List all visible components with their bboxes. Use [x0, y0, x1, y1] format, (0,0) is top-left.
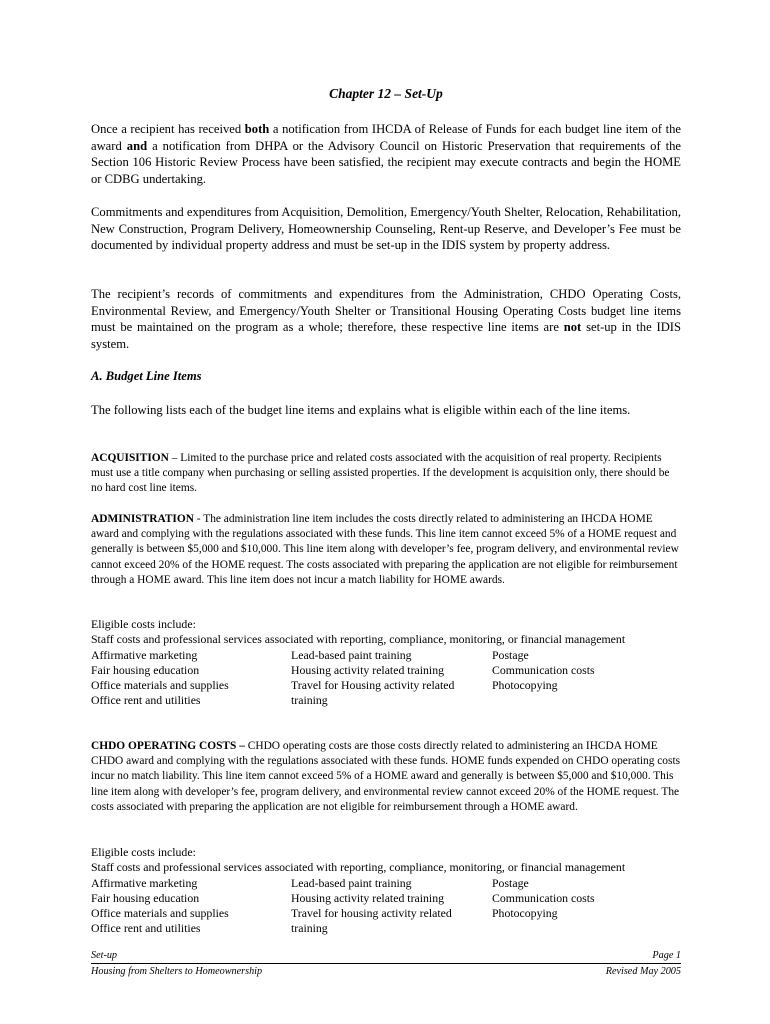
intro-text: Once a recipient has received — [91, 122, 245, 136]
intro-text: a notification from IHCDA of Release of Funds for each budget line item of the award — [91, 122, 681, 153]
eligible-costs-subheader: Staff costs and professional services associated with reporting, compliance, monitoring, or financial management — [91, 860, 626, 875]
cost-item: Travel for housing activity related — [291, 906, 452, 921]
costs-row — [91, 678, 691, 693]
cost-item: Postage — [492, 647, 529, 662]
page-title: Chapter 12 – Set-Up — [329, 86, 443, 101]
cost-item: Affirmative marketing — [91, 875, 198, 890]
cost-item: Office rent and utilities — [91, 693, 201, 708]
cost-item: Fair housing education — [91, 890, 200, 905]
eligible-costs-subheader: Staff costs and professional services associated with reporting, compliance, monitoring, or financial management — [91, 632, 626, 647]
chdo-operating-costs-paragraph — [91, 739, 681, 815]
administration-paragraph — [91, 512, 681, 588]
records-bold-not: not — [563, 320, 582, 335]
cost-item: Travel for Housing activity related — [291, 678, 455, 693]
eligible-costs-header: Eligible costs include: — [91, 845, 196, 859]
cost-item: Lead-based paint training — [291, 875, 412, 890]
footer-revision-date: Revised May 2005 — [605, 966, 681, 977]
acquisition-text: – Limited to the purchase price and related costs associated with the acquisition of real property. Recipients must use a title company when purchasing or selling assisted properties. If the development is acquisition only, there should be no hard cost line items. — [91, 452, 670, 495]
costs-row — [91, 891, 691, 906]
cost-item: Affirmative marketing — [91, 647, 198, 662]
costs-row — [91, 663, 691, 678]
administration-label: ADMINISTRATION — [91, 513, 194, 525]
cost-item: Communication costs — [492, 890, 595, 905]
chdo-label: CHDO OPERATING COSTS – — [91, 740, 245, 752]
costs-row — [91, 876, 691, 891]
chdo-text: CHDO operating costs are those costs directly related to administering an IHCDA HOME CHDO award and complying with the regulations associated with these funds. HOME funds expended on CHDO operating costs incur no match liability. This line item cannot exceed 5% of a HOME award and generally is between $5,000 and $10,000. This line item along with developer’s fee, program delivery, and environmental review cannot exceed 20% of the HOME request. The costs associated with preparing the application are not eligible for reimbursement through a HOME award. — [91, 740, 681, 813]
cost-item: Postage — [492, 875, 529, 890]
footer-document-title: Housing from Shelters to Homeownership — [91, 966, 263, 977]
budget-intro-paragraph: The following lists each of the budget line items and explains what is eligible within each of the line items. — [91, 403, 631, 417]
cost-item: Photocopying — [492, 678, 558, 693]
intro-text: a notification from DHPA or the Advisory Council on Historic Preservation that requirements of the Section 106 Historic Review Process have been satisfied, the recipient may execute contracts and begin the HOME or CDBG undertaking. — [91, 138, 682, 186]
cost-item: Housing activity related training — [291, 662, 444, 677]
cost-item: Photocopying — [492, 906, 558, 921]
cost-item: training — [291, 693, 328, 708]
cost-item: Housing activity related training — [291, 890, 444, 905]
administration-text: - The administration line item includes the costs directly related to administering an IHCDA HOME award and complying with the regulations associated with these funds. This line item cannot exceed 5% of a HOME request and generally is between $5,000 and $10,000. This line item along with developer’s fee, program delivery, and environmental review cannot exceed 20% of the HOME request. The costs associated with preparing the application are not eligible for reimbursement through a HOME award. This line item does not incur a match liability for HOME awards. — [91, 513, 679, 586]
admin-eligible-costs — [91, 617, 691, 709]
intro-bold-both: both — [244, 122, 270, 136]
intro-paragraph — [91, 121, 681, 187]
cost-item — [492, 693, 682, 708]
commitments-paragraph: Commitments and expenditures from Acquisition, Demolition, Emergency/Youth Shelter, Relocation, Rehabilitation, New Construction, Program Delivery, Homeownership Counseling, Rent-up Reserve, and Developer’s Fee must be documented by individual property address and must be set-up in the IDIS system by property address. — [91, 205, 681, 253]
cost-item — [492, 921, 682, 936]
chdo-eligible-costs — [91, 845, 691, 937]
cost-item: Fair housing education — [91, 662, 200, 677]
cost-item: Lead-based paint training — [291, 647, 412, 662]
eligible-costs-header: Eligible costs include: — [91, 617, 196, 631]
footer-section-name: Set-up — [91, 950, 118, 961]
records-text: The recipient’s records of commitments and expenditures from the Administration, CHDO Operating Costs, Environmental Review, and Emergency/Youth Shelter or Transitional Housing Operating Costs budget line items must be maintained on the program as a whole; therefore, these respective line items are — [91, 287, 681, 335]
records-text: set-up in the IDIS system. — [91, 320, 681, 351]
intro-bold-and: and — [126, 138, 148, 153]
costs-row — [91, 906, 691, 921]
costs-row — [91, 921, 691, 936]
footer-divider — [91, 963, 681, 964]
costs-row — [91, 648, 691, 663]
cost-item: Office rent and utilities — [91, 921, 201, 936]
cost-item: Office materials and supplies — [91, 678, 229, 693]
section-heading-budget-line-items: A. Budget Line Items — [91, 369, 202, 383]
cost-item: Communication costs — [492, 662, 595, 677]
costs-row — [91, 693, 691, 708]
records-paragraph — [91, 286, 681, 352]
cost-item: Office materials and supplies — [91, 906, 229, 921]
cost-item: training — [291, 921, 328, 936]
footer-page-number: Page 1 — [652, 950, 681, 961]
acquisition-paragraph — [91, 451, 681, 497]
acquisition-label: ACQUISITION — [91, 452, 169, 464]
